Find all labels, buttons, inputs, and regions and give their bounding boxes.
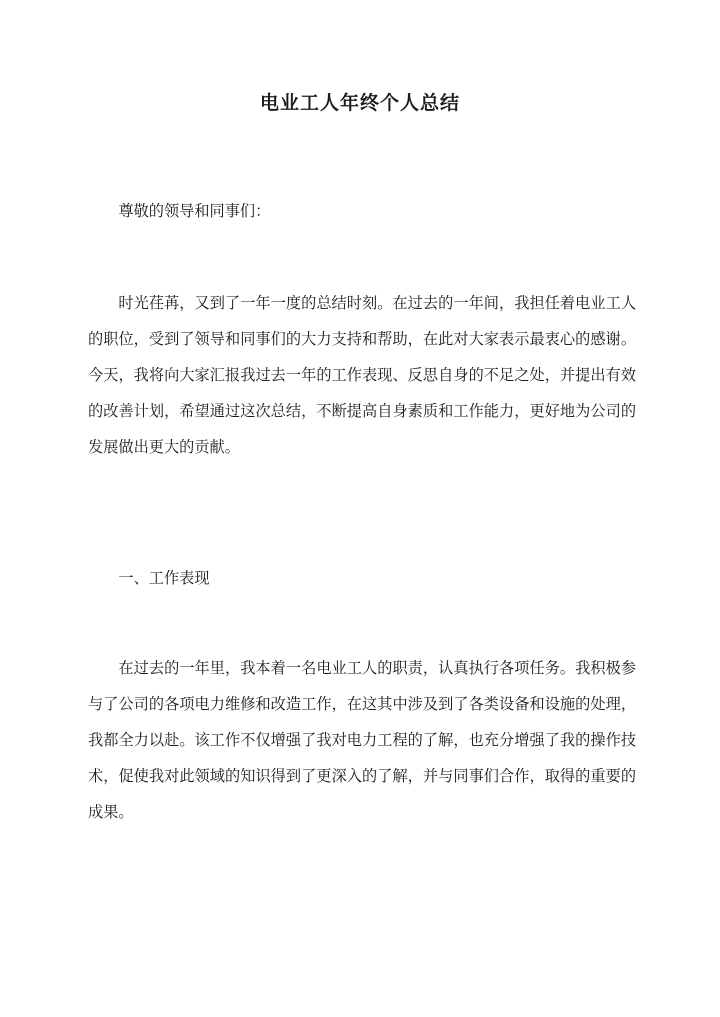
work-performance-paragraph: 在过去的一年里，我本着一名电业工人的职责，认真执行各项任务。我积极参与了公司的各项电力维修和改造工作，在这其中涉及到了各类设备和设施的处理，我都全力以赴。该工作不仅增强了我对电力工程的了解，也充分增强了我的操作技术，促使我对此领域的知识得到了更深入的了解，并与同事们合作，取得的重要的成果。 [88, 659, 636, 821]
document-title: 电业工人年终个人总结 [259, 92, 460, 114]
salutation: 尊敬的领导和同事们： [118, 202, 271, 220]
section-heading-work-performance: 一、工作表现 [118, 569, 210, 587]
intro-paragraph: 时光荏苒，又到了一年一度的总结时刻。在过去的一年间，我担任着电业工人的职位，受到了领导和同事们的大力支持和帮助，在此对大家表示最衷心的感谢。今天，我将向大家汇报我过去一年的工作表现、反思自身的不足之处，并提出有效的改善计划，希望通过这次总结，不断提高自身素质和工作能力，更好地为公司的发展做出更大的贡献。 [88, 294, 636, 456]
